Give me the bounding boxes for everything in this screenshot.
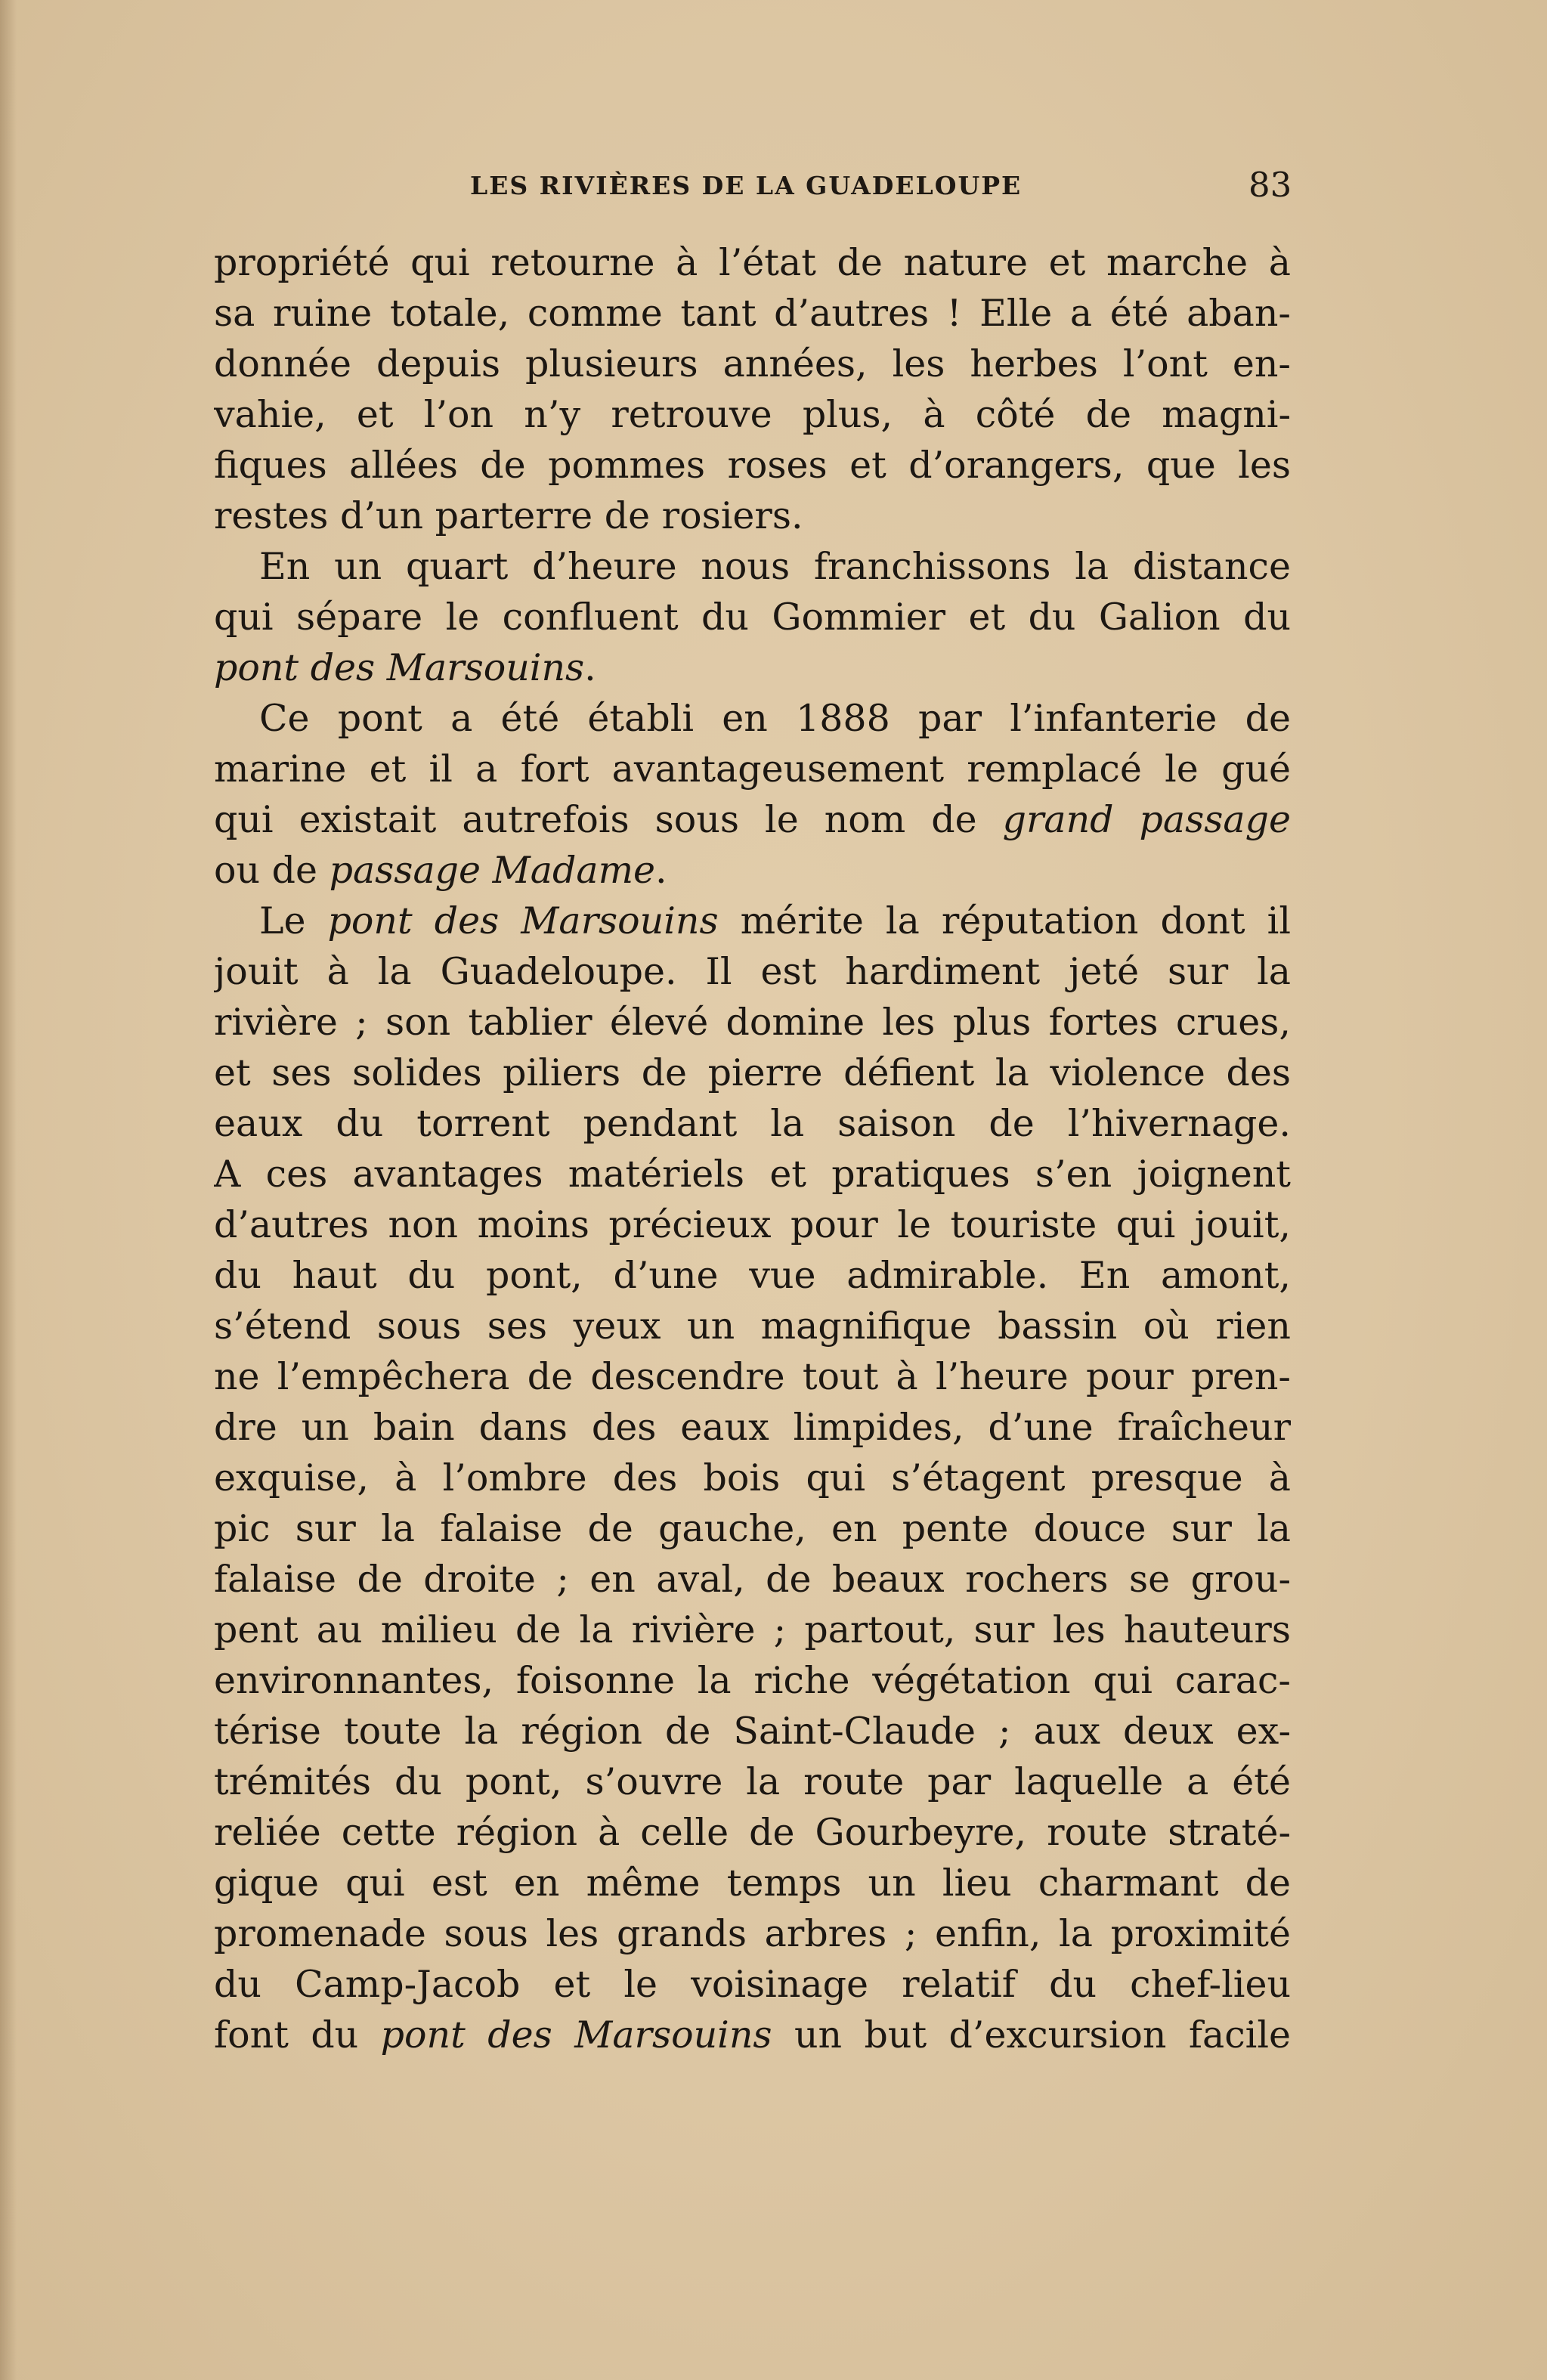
text-line (214, 389, 1291, 440)
text-segment: . (655, 849, 667, 892)
text-segment: propriété qui retourne à l’état de nature et marche à (214, 241, 1291, 284)
text-line (214, 1199, 1291, 1250)
text-segment: trémités du pont, s’ouvre la route par laquelle a été (214, 1760, 1291, 1803)
text-segment: du Camp-Jacob et le voisinage relatif du chef-lieu (214, 1963, 1291, 2006)
text-segment: En un quart d’heure nous franchissons la distance (259, 545, 1291, 588)
text-line (214, 1959, 1291, 2010)
text-line (214, 1706, 1291, 1756)
italic-segment: passage Madame (329, 849, 656, 892)
italic-segment: pont des Marsouins (214, 646, 585, 689)
text-segment: rivière ; son tablier élevé domine les plus fortes crues, (214, 1001, 1291, 1044)
text-line (214, 744, 1291, 794)
text-line (214, 1402, 1291, 1453)
text-segment: térise toute la région de Saint-Claude ; aux deux ex- (214, 1710, 1291, 1753)
body-text (214, 237, 1291, 2060)
text-segment: qui sépare le confluent du Gommier et du Galion du (214, 596, 1291, 639)
text-segment: dre un bain dans des eaux limpides, d’une fraîcheur (214, 1406, 1291, 1449)
text-segment: s’étend sous ses yeux un magnifique bassin où rien (214, 1305, 1291, 1348)
italic-segment: pont des Marsouins (380, 2013, 772, 2057)
text-segment: d’autres non moins précieux pour le touriste qui jouit, (214, 1203, 1291, 1246)
text-segment: falaise de droite ; en aval, de beaux rochers se grou- (214, 1558, 1291, 1601)
text-line (214, 997, 1291, 1048)
text-line (214, 794, 1291, 845)
text-line (214, 1807, 1291, 1858)
text-segment: et ses solides piliers de pierre défient la violence des (214, 1051, 1291, 1094)
text-segment: Le (259, 899, 328, 942)
text-line (214, 1503, 1291, 1554)
text-segment: pent au milieu de la rivière ; partout, sur les hauteurs (214, 1608, 1291, 1651)
text-segment: Ce pont a été établi en 1888 par l’infanterie de (259, 697, 1291, 740)
text-line (214, 1301, 1291, 1351)
text-segment: eaux du torrent pendant la saison de l’hivernage. (214, 1102, 1291, 1145)
text-segment: . (584, 646, 596, 689)
text-line (214, 592, 1291, 642)
text-line (214, 946, 1291, 997)
text-line (214, 440, 1291, 491)
text-segment: jouit à la Guadeloupe. Il est hardiment jeté sur la (214, 950, 1291, 993)
text-line (214, 1250, 1291, 1301)
text-line (214, 491, 1291, 541)
text-line (214, 1098, 1291, 1149)
text-line (214, 1554, 1291, 1605)
text-line (214, 339, 1291, 389)
text-segment: qui existait autrefois sous le nom de (214, 798, 1003, 841)
text-line (214, 1605, 1291, 1655)
text-segment: fiques allées de pommes roses et d’orangers, que les (214, 444, 1291, 487)
text-line (214, 1858, 1291, 1908)
text-line (214, 237, 1291, 288)
running-head: LES RIVIÈRES DE LA GUADELOUPE (470, 171, 1023, 200)
text-segment: marine et il a fort avantageusement remplacé le gué (214, 747, 1291, 791)
text-line (214, 896, 1291, 946)
text-line (214, 1453, 1291, 1503)
page-number: 83 (1248, 165, 1292, 205)
text-segment: donnée depuis plusieurs années, les herbes l’ont en- (214, 342, 1291, 385)
text-line (214, 2010, 1291, 2060)
text-segment: gique qui est en même temps un lieu charmant de (214, 1862, 1291, 1905)
text-line (214, 541, 1291, 592)
text-segment: mérite la réputation dont il (718, 899, 1291, 942)
text-line (214, 845, 1291, 896)
text-segment: ou de (214, 849, 330, 892)
text-segment: sa ruine totale, comme tant d’autres ! Elle a été aban- (214, 292, 1291, 335)
text-line (214, 1048, 1291, 1098)
text-segment: ne l’empêchera de descendre tout à l’heure pour pren- (214, 1355, 1291, 1398)
text-line (214, 1756, 1291, 1807)
text-segment: restes d’un parterre de rosiers. (214, 494, 803, 537)
text-segment: un but d’excursion facile (772, 2013, 1291, 2057)
text-segment: exquise, à l’ombre des bois qui s’étagent presque à (214, 1456, 1291, 1499)
text-segment: font du (214, 2013, 381, 2057)
text-line (214, 1655, 1291, 1706)
text-line (214, 1908, 1291, 1959)
text-line (214, 642, 1291, 693)
text-line (214, 1149, 1291, 1199)
text-line (214, 1351, 1291, 1402)
italic-segment: pont des Marsouins (327, 899, 719, 942)
text-segment: pic sur la falaise de gauche, en pente douce sur la (214, 1507, 1291, 1550)
page-gutter-shadow (0, 0, 17, 2380)
italic-segment: grand passage (1002, 798, 1291, 841)
text-segment: promenade sous les grands arbres ; enfin, la proximité (214, 1912, 1291, 1955)
text-segment: vahie, et l’on n’y retrouve plus, à côté de magni- (214, 393, 1291, 436)
text-segment: reliée cette région à celle de Gourbeyre, route straté- (214, 1811, 1291, 1854)
text-segment: du haut du pont, d’une vue admirable. En amont, (214, 1254, 1291, 1297)
text-line (214, 288, 1291, 339)
text-segment: A ces avantages matériels et pratiques s’en joignent (214, 1153, 1291, 1196)
text-line (214, 693, 1291, 744)
text-segment: environnantes, foisonne la riche végétation qui carac- (214, 1659, 1291, 1702)
